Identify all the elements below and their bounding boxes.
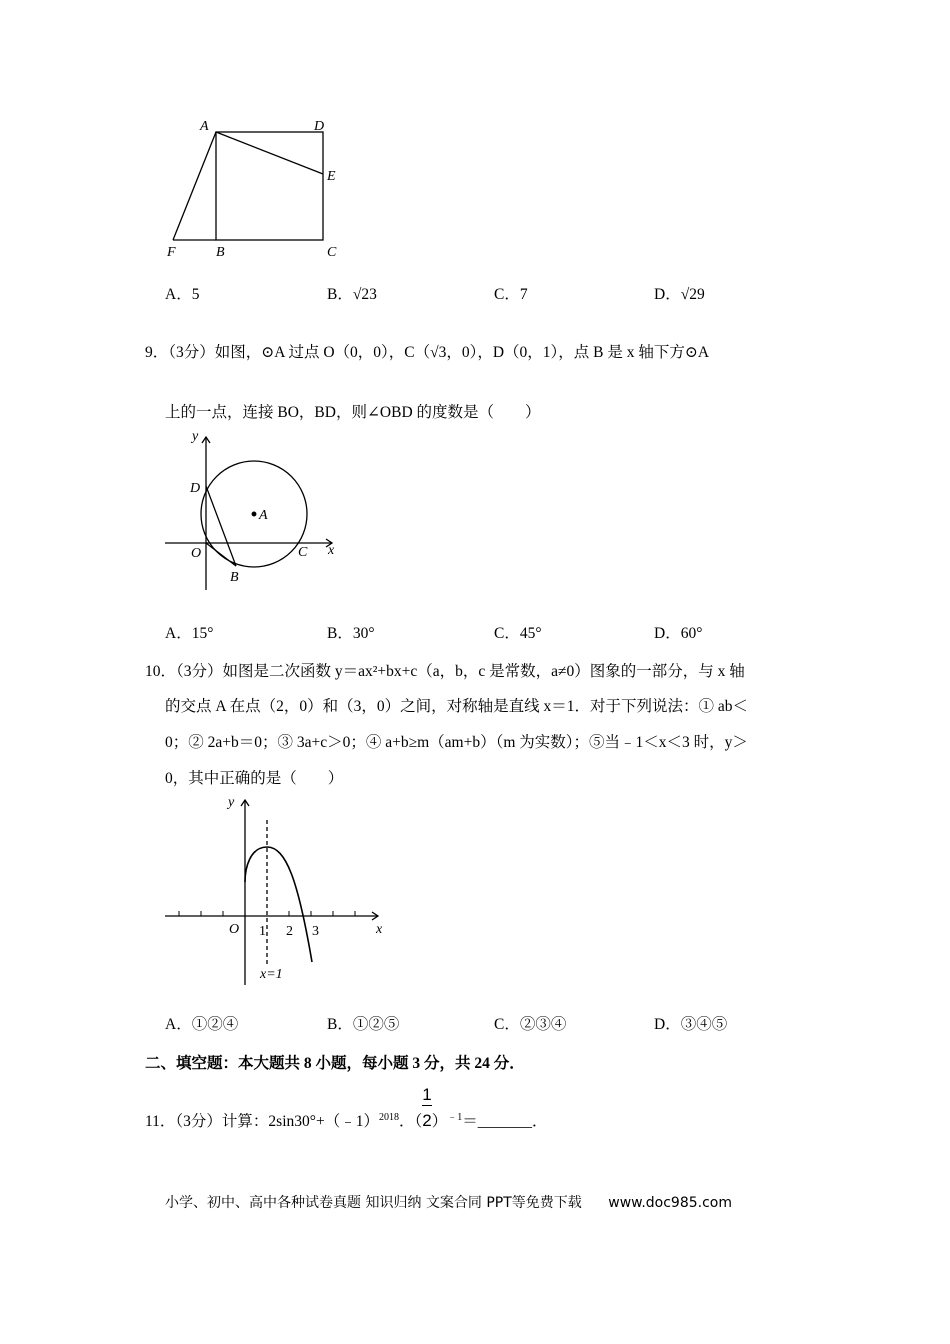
option-b: B．①②⑤: [327, 1016, 400, 1033]
option-d: D．60°: [654, 625, 703, 642]
svg-text:B: B: [216, 245, 225, 260]
figure-q8: [173, 132, 323, 240]
fraction: $\frac{1}{2}$: [422, 1085, 432, 1131]
svg-text:D: D: [190, 481, 201, 496]
svg-text:y: y: [228, 795, 235, 810]
section-heading: 二、填空题：本大题共 8 小题，每小题 3 分，共 24 分．: [145, 1055, 525, 1072]
svg-text:y: y: [192, 429, 199, 444]
q10-line2: 的交点 A 在点（2，0）和（3，0）之间，对称轴是直线 x＝1．对于下列说法：① ab＜: [165, 698, 748, 715]
svg-text:x: x: [328, 543, 335, 558]
figure-q10: [165, 800, 378, 985]
q9-line2: 上的一点，连接 BO，BD，则∠OBD 的度数是（ ）: [165, 404, 541, 421]
svg-text:A: A: [200, 119, 209, 134]
svg-text:C: C: [327, 245, 337, 260]
figure-q9: [165, 437, 332, 590]
svg-text:x: x: [376, 922, 383, 937]
q10-line1: 10．（3分）如图是二次函数 y＝ax²+bx+c（a，b，c 是常数，a≠0）图象的一部分，与 x 轴: [145, 663, 745, 680]
svg-text:O: O: [191, 546, 202, 561]
footer-link[interactable]: www.doc985.com: [608, 1195, 732, 1211]
figure-q10-labels: [226, 795, 383, 982]
q11: 11．（3分）计算：2sin30°+（﹣1）$^{2018}$．（ $\frac{1}{2})^{﹣1}=\_\_\_\_\_\_\_$．: [145, 1085, 548, 1131]
option-d: D．√29: [654, 286, 705, 303]
svg-text:C: C: [298, 545, 308, 560]
q10-line4: 0，其中正确的是（ ）: [165, 770, 344, 787]
svg-text:2: 2: [286, 924, 293, 939]
option-c: C．45°: [494, 625, 542, 642]
svg-text:1: 1: [259, 924, 266, 939]
option-a: A．5: [165, 286, 200, 303]
figure-q8-labels: [166, 119, 337, 260]
q9-line1: 9．（3分）如图，⊙A 过点 O（0，0），C（√3，0），D（0，1），点 B 是 x 轴下方⊙A: [145, 344, 710, 361]
svg-text:3: 3: [312, 924, 319, 939]
svg-text:D: D: [314, 119, 325, 134]
option-a: A．①②④: [165, 1016, 239, 1033]
svg-text:E: E: [327, 169, 336, 184]
figure-q9-labels: [189, 429, 335, 585]
q10-line3: 0；② 2a+b＝0；③ 3a+c＞0；④ a+b≥m（am+b）（m 为实数）；⑤当﹣1＜x＜3 时，y＞: [165, 734, 748, 751]
svg-text:B: B: [230, 570, 239, 585]
svg-text:x=1: x=1: [260, 967, 283, 982]
footer: 小学、初中、高中各种试卷真题 知识归纳 文案合同 PPT等免费下载 www.doc985.com: [165, 1195, 732, 1211]
option-c: C．②③④: [494, 1016, 567, 1033]
option-a: A．15°: [165, 625, 214, 642]
svg-text:O: O: [229, 922, 240, 937]
option-c: C．7: [494, 286, 528, 303]
option-b: B．√23: [327, 286, 377, 303]
svg-text:A: A: [259, 508, 268, 523]
svg-text:F: F: [167, 245, 176, 260]
option-d: D．③④⑤: [654, 1016, 728, 1033]
option-b: B．30°: [327, 625, 375, 642]
